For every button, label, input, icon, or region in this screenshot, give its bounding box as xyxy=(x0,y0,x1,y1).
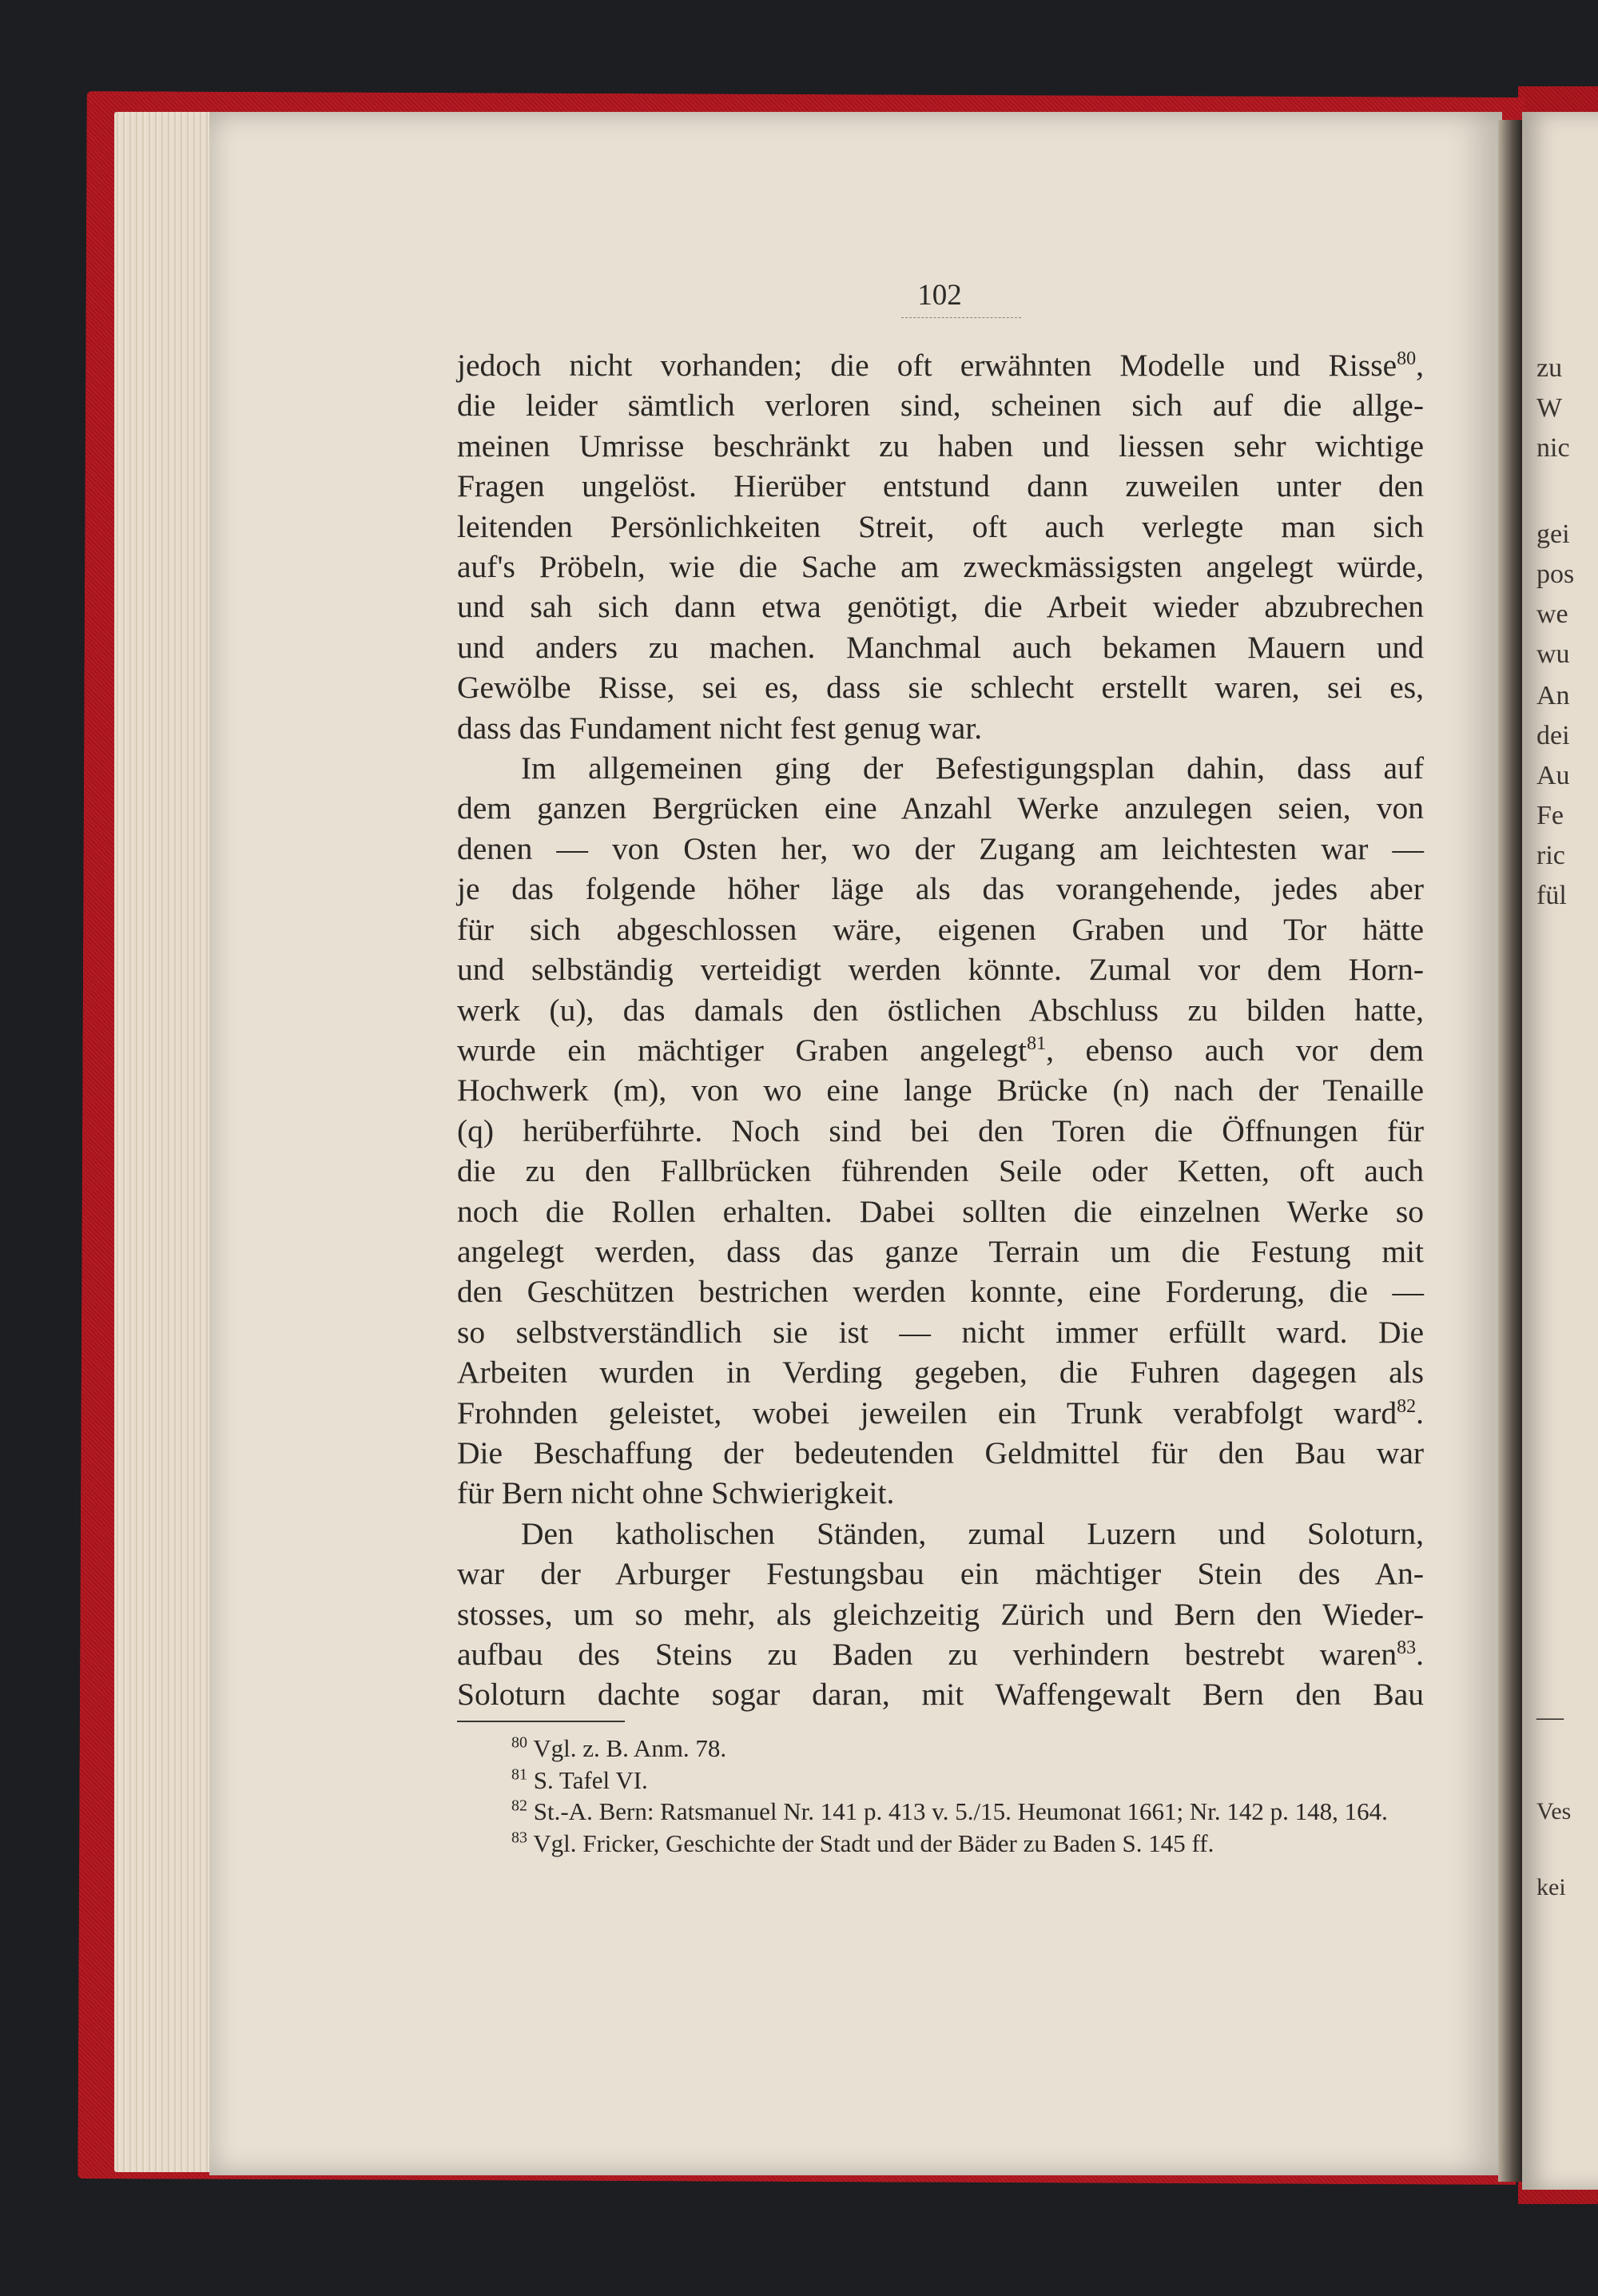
text-line: werk (u), das damals den östlichen Abschluss zu bilden hatte, xyxy=(457,992,1424,1028)
facing-fragment: Au xyxy=(1536,761,1570,790)
facing-fragment: Fe xyxy=(1536,801,1564,830)
facing-fragment: An xyxy=(1536,681,1570,710)
text-line: wurde ein mächtiger Graben angelegt$^{81}$, ebenso auch vor dem xyxy=(457,1032,1424,1068)
text-line: (q) herüberführte. Noch sind bei den Toren die Öffnungen für xyxy=(457,1112,1424,1148)
facing-fragment: kei xyxy=(1536,1874,1566,1900)
text-line: für sich abgeschlossen wäre, eigenen Graben und Tor hätte xyxy=(457,911,1424,947)
footnote-mark: 82 xyxy=(511,1797,527,1815)
footnote-ref: 80 xyxy=(1397,348,1417,369)
text-line: dem ganzen Bergrücken eine Anzahl Werke anzulegen seien, von xyxy=(457,790,1424,826)
text-line: Die Beschaffung der bedeutenden Geldmittel für den Bau war xyxy=(457,1435,1424,1470)
text-line: und anders zu machen. Manchmal auch bekamen Mauern und xyxy=(457,629,1424,665)
footnote-rule xyxy=(457,1721,625,1722)
facing-fragment: fül xyxy=(1536,881,1567,910)
footnote-ref: 83 xyxy=(1397,1637,1417,1658)
text-line: Hochwerk (m), von wo eine lange Brücke (n) nach der Tenaille xyxy=(457,1072,1424,1108)
text-line: denen — von Osten her, wo der Zugang am leichtesten war — xyxy=(457,830,1424,866)
text-line: meinen Umrisse beschränkt zu haben und liessen sehr wichtige xyxy=(457,428,1424,464)
text-line: Gewölbe Risse, sei es, dass sie schlecht erstellt waren, sei es, xyxy=(457,670,1424,706)
text-line: Im allgemeinen ging der Befestigungsplan dahin, dass auf xyxy=(521,750,1424,786)
facing-fragment: wu xyxy=(1536,639,1570,669)
text-line: Frohnden geleistet, wobei jeweilen ein Trunk verabfolgt ward$^{82}$. xyxy=(457,1395,1424,1431)
text-line: stosses, um so mehr, als gleichzeitig Zürich und Bern den Wieder- xyxy=(457,1596,1424,1632)
footnote: $^{82}$ St.-A. Bern: Ratsmanuel Nr. 141 p. 413 v. 5./15. Heumonat 1661; Nr. 142 p. 148, 164. xyxy=(511,1797,1388,1826)
text-line: die leider sämtlich verloren sind, scheinen sich auf die allge- xyxy=(457,388,1424,424)
text-line: aufbau des Steins zu Baden zu verhindern bestrebt waren$^{83}$. xyxy=(457,1637,1424,1672)
book-gutter xyxy=(1498,120,1522,2182)
text-line: angelegt werden, dass das ganze Terrain um die Festung mit xyxy=(457,1233,1424,1269)
footnote-ref: 81 xyxy=(1027,1033,1047,1054)
facing-page xyxy=(1522,112,1598,2190)
text-line: Soloturn dachte sogar daran, mit Waffengewalt Bern den Bau xyxy=(457,1677,1424,1713)
facing-fragment: zu xyxy=(1536,353,1563,383)
footnote-mark: 83 xyxy=(511,1828,527,1847)
facing-fragment: pos xyxy=(1536,559,1575,589)
text-line: Den katholischen Ständen, zumal Luzern und Soloturn, xyxy=(521,1515,1424,1551)
text-line: und sah sich dann etwa genötigt, die Arbeit wieder abzubrechen xyxy=(457,589,1424,625)
footnote: $^{81}$ S. Tafel VI. xyxy=(511,1765,648,1794)
text-line: dass das Fundament nicht fest genug war. xyxy=(457,710,983,746)
facing-fragment: W xyxy=(1536,393,1563,423)
facing-fragment: nic xyxy=(1536,433,1570,463)
footnotes xyxy=(457,1733,1424,1859)
facing-fragment: Ves xyxy=(1536,1798,1572,1824)
footnote: $^{80}$ Vgl. z. B. Anm. 78. xyxy=(511,1733,727,1762)
text-line: jedoch nicht vorhanden; die oft erwähnten Modelle und Risse$^{80}$, xyxy=(457,348,1424,383)
footnote-ref: 82 xyxy=(1397,1395,1417,1417)
text-line: leitenden Persönlichkeiten Streit, oft auch verlegte man sich xyxy=(457,508,1424,544)
text-line: so selbstverständlich sie ist — nicht immer erfüllt ward. Die xyxy=(457,1314,1424,1350)
text-line: war der Arburger Festungsbau ein mächtiger Stein des An- xyxy=(457,1556,1424,1592)
footnote-mark: 81 xyxy=(511,1765,527,1784)
text-line: je das folgende höher läge als das vorangehende, jedes aber xyxy=(457,871,1424,907)
facing-fragment: dei xyxy=(1536,721,1570,750)
facing-fragment: ric xyxy=(1536,841,1565,870)
footnote-mark: 80 xyxy=(511,1733,527,1752)
facing-fragment: — xyxy=(1536,1702,1564,1732)
text-line: für Bern nicht ohne Schwierigkeit. xyxy=(457,1475,895,1511)
footnote: $^{83}$ Vgl. Fricker, Geschichte der Stadt und der Bäder zu Baden S. 145 ff. xyxy=(511,1828,1214,1857)
text-line: die zu den Fallbrücken führenden Seile oder Ketten, oft auch xyxy=(457,1153,1424,1189)
page-number: 102 xyxy=(917,279,962,312)
text-line: noch die Rollen erhalten. Dabei sollten die einzelnen Werke so xyxy=(457,1193,1424,1229)
text-line: und selbständig verteidigt werden könnte. Zumal vor dem Horn- xyxy=(457,952,1424,988)
text-line: den Geschützen bestrichen werden konnte, eine Forderung, die — xyxy=(457,1274,1424,1310)
text-line: Arbeiten wurden in Verding gegeben, die Fuhren dagegen als xyxy=(457,1355,1424,1391)
text-line: Fragen ungelöst. Hierüber entstund dann zuweilen unter den xyxy=(457,468,1424,504)
facing-fragment: we xyxy=(1536,599,1568,629)
text-line: auf's Pröbeln, wie die Sache am zweckmässigsten angelegt würde, xyxy=(457,549,1424,585)
header-rule xyxy=(901,317,1021,318)
facing-fragment: gei xyxy=(1536,519,1570,549)
body-text xyxy=(457,345,1424,1715)
